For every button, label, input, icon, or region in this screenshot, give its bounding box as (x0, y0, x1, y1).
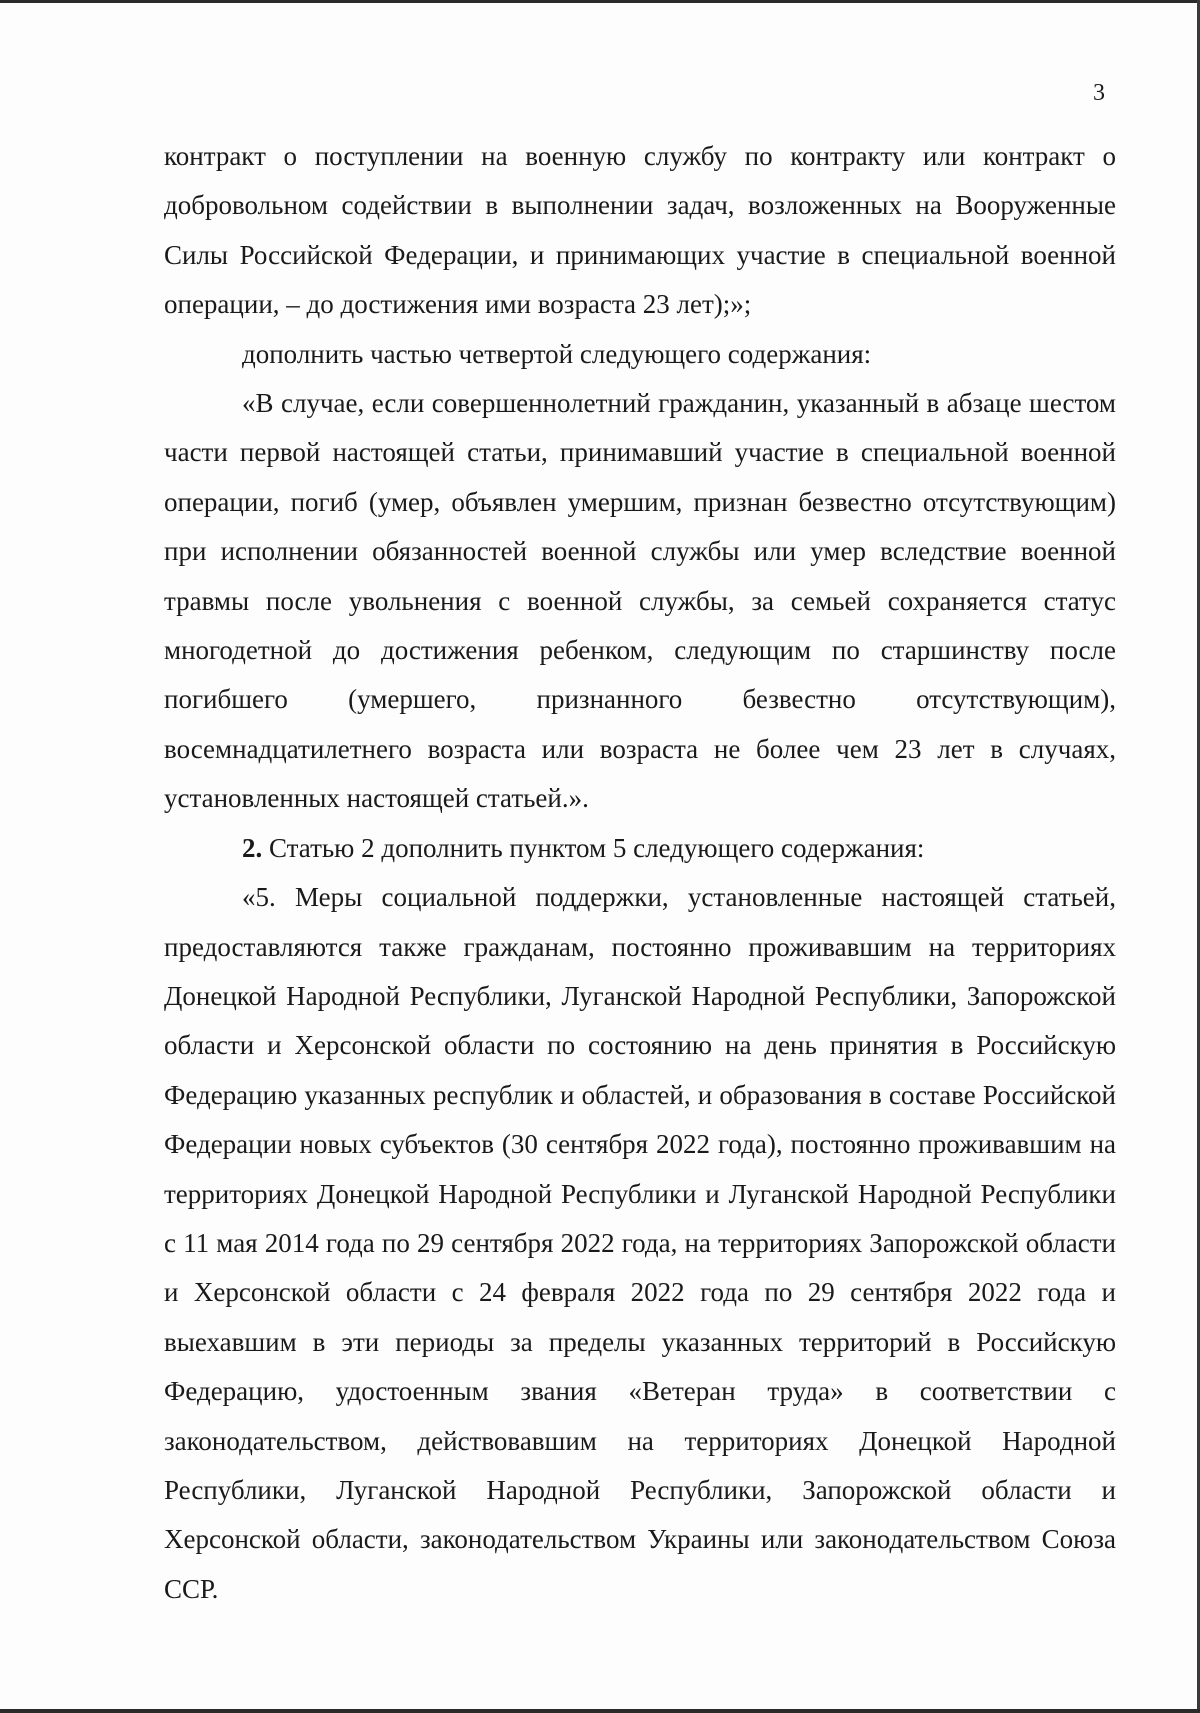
document-body (164, 132, 1116, 1614)
paragraph-add-part-four: дополнить частью четвертой следующего содержания: (242, 338, 872, 369)
paragraph-large-family-status: «В случае, если совершеннолетний гражданин, указанный в абзаце шестом части первой настоящей статьи, принимавший участие в специальной военной операции, погиб (умер, объявлен умершим, признан безвестно отсутствующим) при исполнении обязанностей военной службы или умер вследствие военной травмы после увольнения с военной службы, за семьей сохраняется статус многодетной до достижения ребенком, следующим по старшинству после погибшего (умершего, признанного безвестно отсутствующим), восемнадцатилетнего возраста или возраста не более чем 23 лет в случаях, установленных настоящей статьей.». (164, 388, 1116, 814)
paragraph-contract-continuation: контракт о поступлении на военную службу по контракту или контракт о добровольном содействии в выполнении задач, возложенных на Вооруженные Силы Российской Федерации, и принимающих участие в специальной военной операции, – до достижения ими возраста 23 лет);»; (164, 141, 1116, 320)
paragraph-social-support-measures: «5. Меры социальной поддержки, установленные настоящей статьей, предоставляются также гражданам, постоянно проживавшим на территориях Донецкой Народной Республики, Луганской Народной Республики, Запорожской области и Херсонской области по состоянию на день принятия в Российскую Федерацию указанных республик и областей, и образования в составе Российской Федерации новых субъектов (30 сентября 2022 года), постоянно проживавшим на территориях Донецкой Народной Республики и Луганской Народной Республики с 11 мая 2014 года по 29 сентября 2022 года, на территориях Запорожской области и Херсонской области с 24 февраля 2022 года по 29 сентября 2022 года и выехавшим в эти периоды за пределы указанных территорий в Российскую Федерацию, удостоенным звания «Ветеран труда» в соответствии с законодательством, действовавшим на территориях Донецкой Народной Республики, Луганской Народной Республики, Запорожской области и Херсонской области, законодательством Украины или законодательством Союза ССР. (164, 882, 1116, 1604)
paragraph-article-two-amendment (164, 824, 1116, 873)
page-number: 3 (1093, 80, 1105, 106)
item-number: 2. (242, 832, 263, 863)
item-text: Статью 2 дополнить пунктом 5 следующего содержания: (262, 832, 925, 863)
scan-edge-bottom (0, 1709, 1200, 1713)
scan-edge-top (0, 0, 1200, 3)
